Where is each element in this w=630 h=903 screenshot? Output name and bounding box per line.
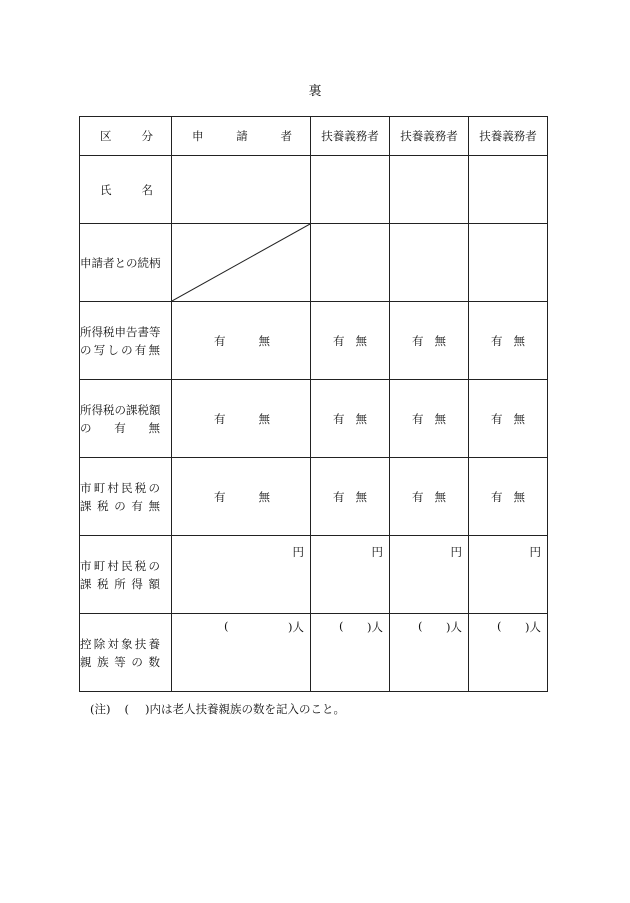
dependent-1-name-cell[interactable] bbox=[311, 156, 390, 224]
row-label-relation: 申請者との続柄 bbox=[80, 224, 172, 302]
row-label-name bbox=[80, 156, 172, 224]
dependent-1-deduction-cell[interactable] bbox=[311, 614, 390, 692]
dependent-2-deduction-cell[interactable] bbox=[390, 614, 469, 692]
yen-unit: 円 bbox=[529, 545, 541, 559]
dependent-3-municipal-income-cell[interactable] bbox=[469, 536, 548, 614]
footnote bbox=[90, 701, 359, 717]
row-label-char: 民 bbox=[121, 558, 133, 573]
row-label-char: 有 bbox=[114, 420, 126, 435]
row-label-deduction bbox=[80, 614, 172, 692]
no-option[interactable]: 無 bbox=[355, 411, 367, 426]
dependent-2-municipal-income-cell[interactable] bbox=[390, 536, 469, 614]
row-label-char: 税 bbox=[134, 480, 147, 495]
yes-option[interactable]: 有 bbox=[491, 411, 503, 426]
row-label-line bbox=[80, 575, 160, 593]
dependent-3-relation-cell[interactable] bbox=[469, 224, 548, 302]
row-label-char: の bbox=[114, 498, 126, 513]
row-label-char: 等 bbox=[114, 654, 126, 669]
footnote-prefix: (注) bbox=[90, 702, 111, 716]
yes-option[interactable]: 有 bbox=[491, 489, 503, 504]
paren-close-persons: )人 bbox=[446, 620, 462, 634]
dependent-2-tax-return-cell[interactable] bbox=[390, 302, 469, 380]
dependent-3-deduction-cell[interactable] bbox=[469, 614, 548, 692]
row-label-line bbox=[80, 341, 160, 359]
yen-unit: 円 bbox=[292, 545, 304, 559]
dependent-2-relation-cell[interactable] bbox=[390, 224, 469, 302]
paren-close-persons: )人 bbox=[525, 620, 541, 634]
row-label-char: 象 bbox=[121, 636, 133, 651]
dependent-1-municipal-tax-cell[interactable] bbox=[311, 458, 390, 536]
yes-option[interactable]: 有 bbox=[412, 411, 424, 426]
dependent-1-relation-cell[interactable] bbox=[311, 224, 390, 302]
row-label-municipal-income bbox=[80, 536, 172, 614]
row-label-line bbox=[80, 557, 160, 575]
row-label-char: 税 bbox=[97, 498, 109, 513]
row-label-char: 控 bbox=[80, 636, 92, 651]
no-option[interactable]: 無 bbox=[258, 333, 270, 348]
header-dependent-1: 扶養義務者 bbox=[311, 117, 390, 156]
row-label-char: の bbox=[80, 342, 92, 357]
no-option[interactable]: 無 bbox=[258, 411, 270, 426]
dependent-2-municipal-tax-cell[interactable] bbox=[390, 458, 469, 536]
applicant-tax-return-cell[interactable] bbox=[172, 302, 311, 380]
row-label-char: の bbox=[131, 654, 143, 669]
header-kubun-char: 区 bbox=[100, 129, 112, 143]
row-label-line: 所得税申告書等 bbox=[80, 324, 161, 339]
dependent-2-tax-amount-cell[interactable] bbox=[390, 380, 469, 458]
row-label-char: の bbox=[80, 420, 92, 435]
row-label-char: 得 bbox=[131, 576, 143, 591]
row-label-char: 氏 bbox=[100, 182, 112, 197]
yes-option[interactable]: 有 bbox=[412, 333, 424, 348]
header-applicant-char: 請 bbox=[236, 129, 248, 143]
applicant-municipal-tax-cell[interactable] bbox=[172, 458, 311, 536]
yes-option[interactable]: 有 bbox=[214, 489, 226, 504]
row-label-char: 課 bbox=[80, 576, 92, 591]
row-label-char: 名 bbox=[141, 182, 153, 197]
dependent-3-name-cell[interactable] bbox=[469, 156, 548, 224]
applicant-deduction-cell[interactable] bbox=[172, 614, 311, 692]
no-option[interactable]: 無 bbox=[355, 333, 367, 348]
header-kubun-char: 分 bbox=[141, 129, 153, 143]
no-option[interactable]: 無 bbox=[513, 489, 525, 504]
row-label-char: 数 bbox=[148, 654, 160, 669]
row-label-char: 有 bbox=[131, 498, 143, 513]
row-label-line bbox=[80, 479, 160, 497]
header-dependent-2: 扶養義務者 bbox=[390, 117, 469, 156]
applicant-municipal-income-cell[interactable] bbox=[172, 536, 311, 614]
row-label-char: 除 bbox=[93, 636, 106, 651]
application-form-table bbox=[79, 116, 548, 692]
no-option[interactable]: 無 bbox=[513, 411, 525, 426]
row-label-char: 写 bbox=[93, 342, 106, 357]
applicant-relation-cell-diagonal bbox=[172, 224, 311, 302]
header-applicant-char: 者 bbox=[280, 129, 292, 143]
row-label-char: 村 bbox=[107, 480, 119, 495]
yes-option[interactable]: 有 bbox=[412, 489, 424, 504]
row-label-line bbox=[80, 635, 160, 653]
no-option[interactable]: 無 bbox=[258, 489, 270, 504]
paren-close-persons: )人 bbox=[367, 620, 383, 634]
row-label-char: 課 bbox=[80, 498, 92, 513]
row-label-char: 有 bbox=[134, 342, 147, 357]
row-label-char: 税 bbox=[97, 576, 109, 591]
paren-open: ( bbox=[418, 619, 423, 633]
header-kubun bbox=[80, 117, 172, 156]
yes-option[interactable]: 有 bbox=[214, 333, 226, 348]
dependent-3-tax-return-cell[interactable] bbox=[469, 302, 548, 380]
yes-option[interactable]: 有 bbox=[333, 333, 345, 348]
diagonal-line bbox=[172, 224, 310, 301]
yes-option[interactable]: 有 bbox=[491, 333, 503, 348]
yes-option[interactable]: 有 bbox=[333, 411, 345, 426]
row-label-char: の bbox=[148, 558, 160, 573]
row-label-char: の bbox=[121, 342, 133, 357]
header-applicant-char: 申 bbox=[192, 129, 204, 143]
paren-open: ( bbox=[339, 619, 344, 633]
no-option[interactable]: 無 bbox=[434, 333, 446, 348]
dependent-1-tax-amount-cell[interactable] bbox=[311, 380, 390, 458]
row-label-char: 税 bbox=[134, 558, 147, 573]
row-label-char: し bbox=[107, 342, 119, 357]
row-label-char: の bbox=[148, 480, 160, 495]
header-applicant bbox=[172, 117, 311, 156]
yen-unit: 円 bbox=[371, 545, 383, 559]
dependent-3-municipal-tax-cell[interactable] bbox=[469, 458, 548, 536]
dependent-3-tax-amount-cell[interactable] bbox=[469, 380, 548, 458]
yen-unit: 円 bbox=[450, 545, 462, 559]
row-label-char: 無 bbox=[148, 498, 160, 513]
row-label-tax-return bbox=[80, 302, 172, 380]
row-label-char: 族 bbox=[97, 654, 109, 669]
header-dependent-3: 扶養義務者 bbox=[469, 117, 548, 156]
row-label-char: 対 bbox=[107, 636, 119, 651]
row-label-char: 額 bbox=[148, 576, 160, 591]
row-label-char: 親 bbox=[80, 654, 92, 669]
row-label-char: 町 bbox=[93, 480, 106, 495]
no-option[interactable]: 無 bbox=[355, 489, 367, 504]
row-label-line bbox=[80, 653, 160, 671]
dependent-1-municipal-income-cell[interactable] bbox=[311, 536, 390, 614]
applicant-name-cell[interactable] bbox=[172, 156, 311, 224]
row-label-line bbox=[80, 497, 160, 515]
row-label-char: 養 bbox=[148, 636, 160, 651]
row-label-char: 村 bbox=[107, 558, 119, 573]
row-label-line bbox=[80, 419, 160, 437]
paren-open: ( bbox=[224, 619, 229, 633]
row-label-char: 所 bbox=[114, 576, 126, 591]
row-label-char: 市 bbox=[80, 558, 92, 573]
row-label-char: 市 bbox=[80, 480, 92, 495]
row-label-tax-amount bbox=[80, 380, 172, 458]
row-label-char: 扶 bbox=[134, 636, 147, 651]
no-option[interactable]: 無 bbox=[434, 489, 446, 504]
no-option[interactable]: 無 bbox=[513, 333, 525, 348]
footnote-text: )内は老人扶養親族の数を記入のこと。 bbox=[144, 702, 345, 716]
paren-open: ( bbox=[497, 619, 502, 633]
row-label-char: 無 bbox=[148, 342, 160, 357]
yes-option[interactable]: 有 bbox=[214, 411, 226, 426]
row-label-municipal-tax bbox=[80, 458, 172, 536]
dependent-1-tax-return-cell[interactable] bbox=[311, 302, 390, 380]
footnote-paren: ( bbox=[124, 702, 129, 716]
dependent-2-name-cell[interactable] bbox=[390, 156, 469, 224]
page-title: 裏 bbox=[308, 84, 322, 99]
row-label-line: 所得税の課税額 bbox=[80, 402, 161, 417]
row-label-char: 無 bbox=[148, 420, 160, 435]
row-label-char: 町 bbox=[93, 558, 106, 573]
row-label-char: 民 bbox=[121, 480, 133, 495]
yes-option[interactable]: 有 bbox=[333, 489, 345, 504]
paren-close-persons: )人 bbox=[288, 620, 304, 634]
applicant-tax-amount-cell[interactable] bbox=[172, 380, 311, 458]
no-option[interactable]: 無 bbox=[434, 411, 446, 426]
